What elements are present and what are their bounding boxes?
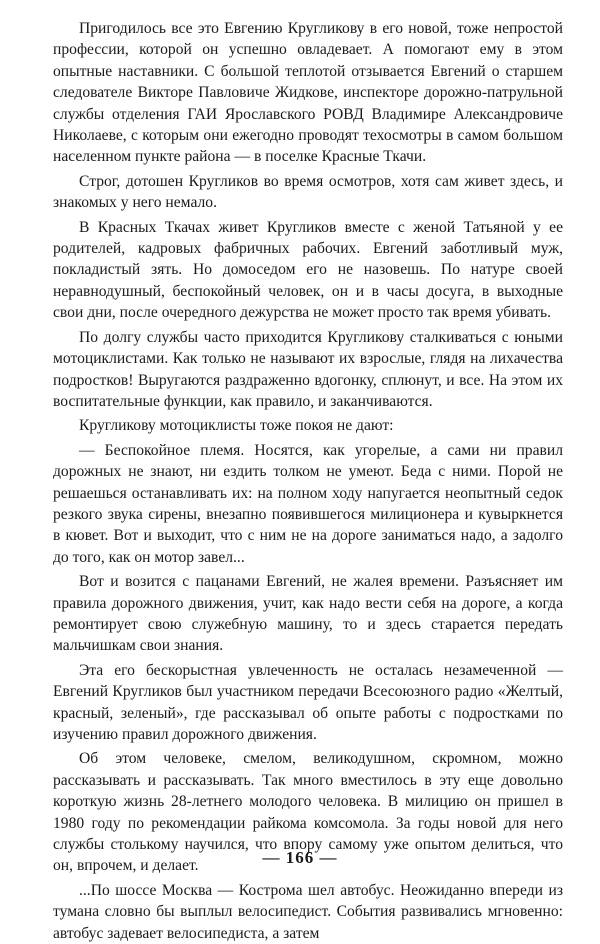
paragraph: Кругликову мотоциклисты тоже покоя не дают: [79,417,394,435]
page-number: — 166 — [262,848,338,867]
page-text-body [53,18,563,944]
paragraph: Пригодилось все это Евгению Кругликову в его новой, тоже непростой профессии, которой он успешно овладевает. А помогают ему в этом опытные наставники. С большой теплотой отзывается Евгений о старшем следователе Викторе Павловиче Жидкове, инспекторе дорожно-патрульной службы отделения ГАИ Ярославского РОВД Владимире Александровиче Николаеве, с которым они ежегодно проводят техосмотры в самом большом населенном пункте района — в поселке Красные Ткачи. [53,20,563,166]
paragraph: — Беспокойное племя. Носятся, как угорелые, а сами ни правил дорожных не знают, ни ездить толком не умеют. Беда с ними. Порой не решаешься останавливать их: на полном ходу напугается неопытный седок резкого звука сирены, внезапно появившегося милиционера и кувыркнется в кювет. Вот и выходит, что с ним не на дороге заниматься надо, а задолго до того, как он мотор завел... [53,441,563,566]
paragraph: ...По шоссе Москва — Кострома шел автобус. Неожиданно впереди из тумана словно бы выплыл велосипедист. События развивались мгновенно: автобус задевает велосипедиста, а затем [53,881,563,942]
paragraph: Вот и возится с пацанами Евгений, не жалея времени. Разъясняет им правила дорожного движения, учит, как надо вести себя на дороге, а когда ремонтирует свою служебную машину, то и здесь старается передать мальчишкам свои знания. [53,573,563,655]
paragraph: В Красных Ткачах живет Кругликов вместе с женой Татьяной у ее родителей, кадровых фабричных рабочих. Евгений заботливый муж, покладистый зять. Но домоседом его не назовешь. По натуре своей неравнодушный, беспокойный человек, он и в часы досуга, в выходные свои дни, после очередного дежурства не может просто так время убивать. [53,218,563,322]
paragraph: По долгу службы часто приходится Кругликову сталкиваться с юными мотоциклистами. Как только не называют их взрослые, глядя на лихачества подростков! Выругаются раздраженно вдогонку, сплюнут, и все. На этом их воспитательные функции, как правило, и заканчиваются. [53,328,563,410]
paragraph: Эта его бескорыстная увлеченность не осталась незамеченной — Евгений Кругликов был участником передачи Всесоюзного радио «Желтый, красный, зеленый», где рассказывал об опыте работы с подростками по изучению правил дорожного движения. [53,661,563,743]
paragraph: Строг, дотошен Кругликов во время осмотров, хотя сам живет здесь, и знакомых у него немало. [53,172,563,212]
paragraph: Об этом человеке, смелом, великодушном, скромном, можно рассказывать и рассказывать. Так много вместилось в эту еще довольно короткую жизнь 28-летнего молодого человека. В милицию он пришел в 1980 году по рекомендации райкома комсомола. За годы новой для него службы столькому научился, что впору самому уже опытом делиться, что он, впрочем, и делает. [53,750,563,875]
